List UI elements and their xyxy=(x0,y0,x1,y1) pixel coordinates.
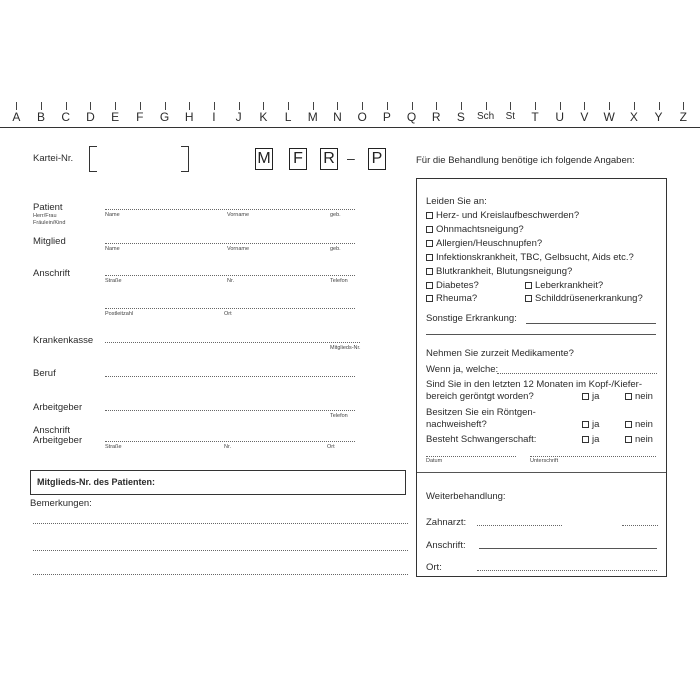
letter-box-r: R xyxy=(320,148,338,170)
letter-box-f: F xyxy=(289,148,307,170)
mitglieds-nr-patient-box[interactable] xyxy=(30,470,406,495)
zahnarzt-label: Zahnarzt: xyxy=(426,517,467,528)
register-tab-j[interactable]: J xyxy=(226,100,251,128)
checkbox[interactable] xyxy=(426,282,433,289)
checkbox[interactable] xyxy=(625,421,632,428)
nr-hint: Nr. xyxy=(227,278,235,284)
strasse-hint: Straße xyxy=(105,278,122,284)
register-tab-q[interactable]: Q xyxy=(399,100,424,128)
pass-nein[interactable]: nein xyxy=(625,419,653,430)
mitglied-label: Mitglied xyxy=(33,236,66,247)
sonstige-label: Sonstige Erkrankung: xyxy=(426,313,517,324)
register-tab-x[interactable]: X xyxy=(622,100,647,128)
vorname-hint: Vorname xyxy=(227,212,250,218)
letter-box-m: M xyxy=(255,148,273,170)
mitglieds-nr-patient-label: Mitglieds-Nr. des Patienten: xyxy=(37,477,156,487)
register-tab-a[interactable]: A xyxy=(4,100,29,128)
register-tab-s[interactable]: S xyxy=(449,100,474,128)
condition-row[interactable]: Schilddrüsenerkrankung? xyxy=(525,293,643,304)
beruf-label: Beruf xyxy=(33,368,56,379)
roentgen-nein[interactable]: nein xyxy=(625,391,653,402)
register-tab-o[interactable]: O xyxy=(350,100,375,128)
krankenkasse-label: Krankenkasse xyxy=(33,335,94,346)
nr-hint-2: Nr. xyxy=(224,444,232,450)
geb-hint: geb. xyxy=(330,212,341,218)
register-tab-sch[interactable]: Sch xyxy=(473,100,498,128)
checkbox[interactable] xyxy=(426,254,433,261)
register-tab-z[interactable]: Z xyxy=(671,100,696,128)
register-tab-v[interactable]: V xyxy=(572,100,597,128)
telefon-hint-2: Telefon xyxy=(330,413,348,419)
checkbox[interactable] xyxy=(426,295,433,302)
vorname-hint-2: Vorname xyxy=(227,246,250,252)
leiden-title: Leiden Sie an: xyxy=(426,196,487,207)
ort-label-right: Ort: xyxy=(426,562,442,573)
medikamente-question: Nehmen Sie zurzeit Medikamente? xyxy=(426,348,574,359)
schwanger-ja[interactable]: ja xyxy=(582,434,599,445)
checkbox[interactable] xyxy=(525,282,532,289)
unterschrift-hint: Unterschrift xyxy=(530,458,559,464)
ort-hint-2: Ort xyxy=(327,444,335,450)
anschrift-arbeitgeber-label-1: Anschrift xyxy=(33,425,70,436)
mitglieds-nr-hint: Mitglieds-Nr. xyxy=(330,345,361,351)
medical-questionnaire-panel xyxy=(416,178,667,577)
register-tab-n[interactable]: N xyxy=(325,100,350,128)
roentgen-question-2: bereich geröntgt worden? xyxy=(426,391,534,402)
patient-sub-1: Herr/Frau xyxy=(33,213,57,219)
anschrift-arbeitgeber-label-2: Arbeitgeber xyxy=(33,435,83,446)
roentgen-question-1: Sind Sie in den letzten 12 Monaten im Kopf-/Kiefer- xyxy=(426,379,642,390)
kartei-nr-field[interactable] xyxy=(89,146,189,172)
name-hint: Name xyxy=(105,212,120,218)
instruction-text: Für die Behandlung benötige ich folgende Angaben: xyxy=(416,155,635,166)
condition-row[interactable]: Rheuma? xyxy=(426,293,477,304)
register-tab-m[interactable]: M xyxy=(300,100,325,128)
register-tab-y[interactable]: Y xyxy=(646,100,671,128)
register-tab-b[interactable]: B xyxy=(29,100,54,128)
arbeitgeber-label: Arbeitgeber xyxy=(33,402,83,413)
strasse-hint-2: Straße xyxy=(105,444,122,450)
checkbox[interactable] xyxy=(525,295,532,302)
checkbox[interactable] xyxy=(426,268,433,275)
register-tab-t[interactable]: T xyxy=(523,100,548,128)
register-tab-g[interactable]: G xyxy=(152,100,177,128)
condition-row[interactable]: Allergien/Heuschnupfen? xyxy=(426,238,542,249)
condition-row[interactable]: Blutkrankheit, Blutungsneigung? xyxy=(426,266,572,277)
schwanger-nein[interactable]: nein xyxy=(625,434,653,445)
register-tab-st[interactable]: St xyxy=(498,100,523,128)
register-tab-d[interactable]: D xyxy=(78,100,103,128)
kartei-nr-label: Kartei-Nr. xyxy=(33,153,74,164)
patient-label: Patient xyxy=(33,202,63,213)
pass-question-1: Besitzen Sie ein Röntgen- xyxy=(426,407,536,418)
checkbox[interactable] xyxy=(625,436,632,443)
register-tab-k[interactable]: K xyxy=(251,100,276,128)
checkbox[interactable] xyxy=(582,421,589,428)
dash: – xyxy=(347,150,355,166)
telefon-hint: Telefon xyxy=(330,278,348,284)
name-hint-2: Name xyxy=(105,246,120,252)
checkbox[interactable] xyxy=(426,226,433,233)
anschrift-label-right: Anschrift: xyxy=(426,540,466,551)
datum-hint: Datum xyxy=(426,458,443,464)
checkbox[interactable] xyxy=(426,240,433,247)
ort-hint: Ort xyxy=(224,311,232,317)
register-tab-f[interactable]: F xyxy=(128,100,153,128)
checkbox[interactable] xyxy=(582,436,589,443)
geb-hint-2: geb. xyxy=(330,246,341,252)
register-tab-w[interactable]: W xyxy=(597,100,622,128)
bemerkungen-label: Bemerkungen: xyxy=(30,498,92,509)
alphabet-register xyxy=(0,100,700,128)
condition-row[interactable]: Diabetes? xyxy=(426,280,479,291)
roentgen-ja[interactable]: ja xyxy=(582,391,599,402)
register-tab-e[interactable]: E xyxy=(103,100,128,128)
condition-row[interactable]: Leberkrankheit? xyxy=(525,280,603,291)
schwanger-question: Besteht Schwangerschaft: xyxy=(426,434,537,445)
patient-sub-2: Fräulein/Kind xyxy=(33,220,66,226)
register-tab-u[interactable]: U xyxy=(547,100,572,128)
letter-box-p: P xyxy=(368,148,386,170)
register-tab-c[interactable]: C xyxy=(53,100,78,128)
weiterbehandlung-label: Weiterbehandlung: xyxy=(426,491,506,502)
pass-question-2: nachweisheft? xyxy=(426,419,487,430)
plz-hint: Postleitzahl xyxy=(105,311,134,317)
condition-row[interactable]: Herz- und Kreislaufbeschwerden? xyxy=(426,210,579,221)
condition-row[interactable]: Infektionskrankheit, TBC, Gelbsucht, Aids etc.? xyxy=(426,252,634,263)
checkbox[interactable] xyxy=(582,393,589,400)
register-tab-h[interactable]: H xyxy=(177,100,202,128)
anschrift-label: Anschrift xyxy=(33,268,70,279)
register-tab-r[interactable]: R xyxy=(424,100,449,128)
checkbox[interactable] xyxy=(625,393,632,400)
checkbox[interactable] xyxy=(426,212,433,219)
condition-row[interactable]: Ohnmachtsneigung? xyxy=(426,224,524,235)
wenn-ja-label: Wenn ja, welche: xyxy=(426,364,499,375)
register-tab-i[interactable]: I xyxy=(202,100,227,128)
pass-ja[interactable]: ja xyxy=(582,419,599,430)
register-tab-p[interactable]: P xyxy=(375,100,400,128)
register-tab-l[interactable]: L xyxy=(276,100,301,128)
